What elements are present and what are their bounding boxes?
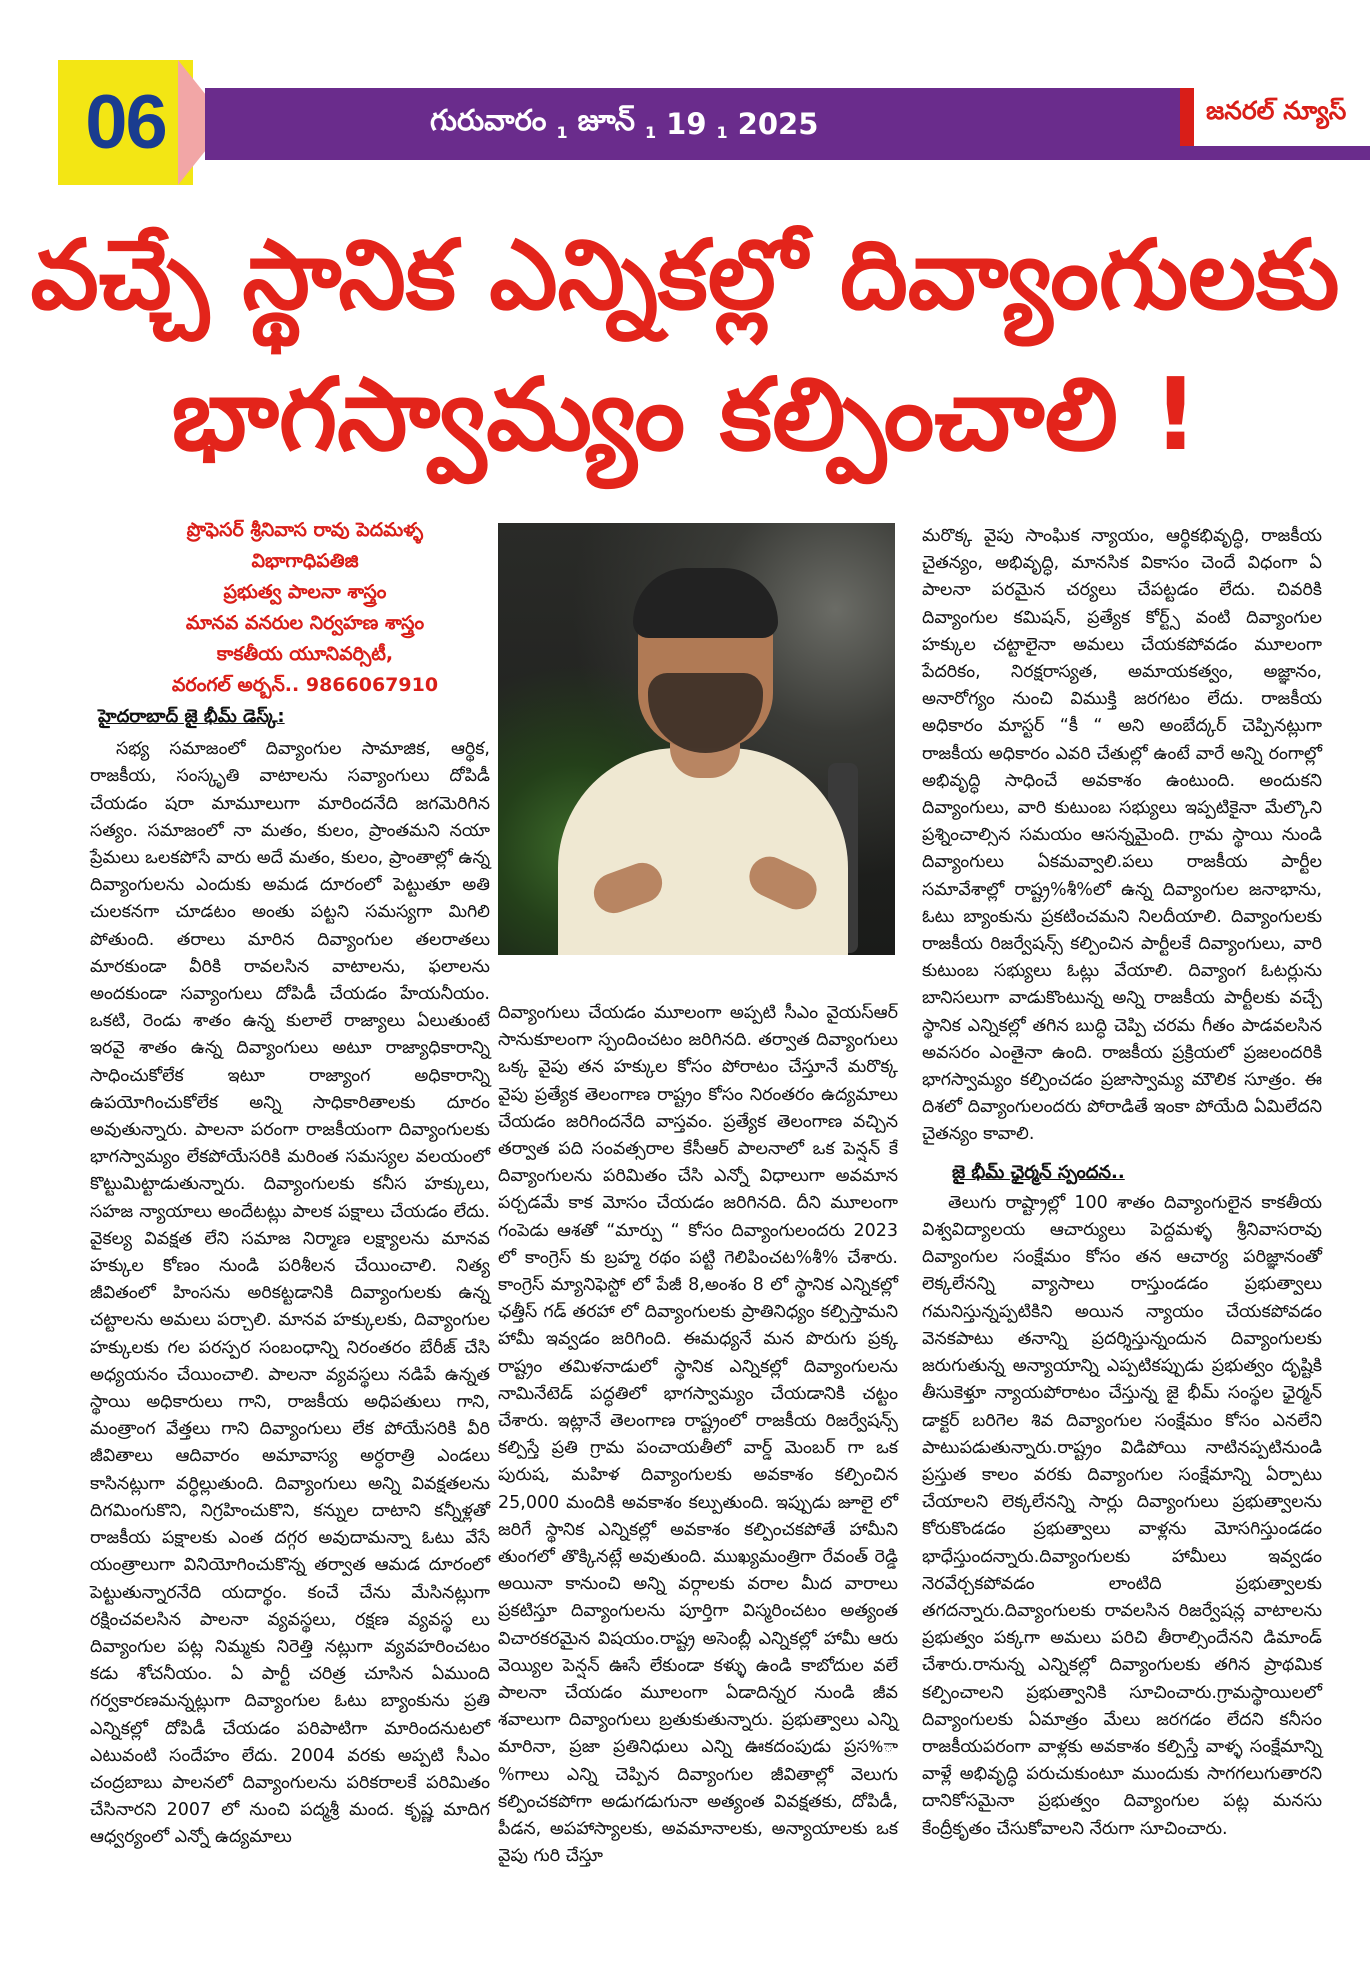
byline (120, 515, 490, 701)
photo-shirt (558, 748, 848, 955)
issue-month: జూన్ (577, 103, 636, 137)
page-number: 06 (85, 80, 166, 165)
date-separator: 1 (645, 122, 657, 142)
column-1 (90, 515, 490, 1852)
article-text-col1: సభ్య సమాజంలో దివ్యాంగుల సామాజిక, ఆర్థిక, రాజకీయ, సంస్కృతి వాటాలను సవ్యాంగులు దోపిడీ చేయడం షరా మామూలుగా మారిందనేది జగమెరిగిన సత్యం. సమాజంలో నా మతం, కులం, ప్రాంతమని నయా ప్రేమలు ఒలకపోసే వారు అదే మతం, కులం, ప్రాంతాల్లో ఉన్న దివ్యాంగులను ఎందుకు అమడ దూరంలో పెట్టుతూ అతి చులకనగా చూడటం అంతు పట్టని సమస్యగా మిగిలి పోతుంది. తరాలు మారిన దివ్యాంగుల తలరాతలు మారకుండా వీరికి రావలసిన వాటాలను, ఫలాలను అందకుండా సవ్యాంగులు దోపిడీ చేయడం హేయనీయం. ఒకటి, రెండు శాతం ఉన్న కులాలే రాజ్యాలు ఏలుతుంటే ఇరవై శాతం ఉన్న దివ్యాంగులు అటూ రాజ్యాధికారాన్ని సాధించుకోలేక ఇటూ రాజ్యాంగ అధికారాన్ని ఉపయోగించుకోలేక అన్ని సాధికారితాలకు దూరం అవుతున్నారు. పాలనా పరంగా రాజకీయంగా దివ్యాంగులకు భాగస్వామ్యం లేకపోయేసరికి మరింత సమస్యల వలయంలో కొట్టుమిట్టాడుతున్నారు. దివ్యాంగులకు కనీస హక్కులు, సహజ న్యాయాలు అందేటట్లు పాలక పక్షాలు చేయడం లేదు. వైకల్య వివక్షత లేని సమాజ నిర్మాణ లక్ష్యాలను మానవ హక్కుల కోణం నుండి పరిశీలన చేయించాలి. నిత్య జీవితంలో హింసను అరికట్టడానికి దివ్యాంగులకు ఉన్న చట్టాలను అమలు పర్చాలి. మానవ హక్కులకు, దివ్యాంగుల హక్కులకు గల పరస్పర సంబంధాన్ని నిరంతరం బేరీజ్ చేసి అధ్యయనం చేయించాలి. పాలనా వ్యవస్థలు నడిపే ఉన్నత స్థాయి అధికారులు గాని, రాజకీయ అధిపతులు గాని, మంత్రాంగ వేత్తలు గాని దివ్యాంగులు లేక పోయేసరికి వీరి జీవితాలు ఆదివారం అమావాస్య అర్ధరాత్రి ఎండలు కాసినట్లుగా వర్ధిల్లుతుంది. దివ్యాంగులు అన్ని వివక్షతలను దిగమింగుకొని, నిగ్రహించుకొని, కన్నుల దాటాని కన్నీళ్లతో రాజకీయ పక్షాలకు ఎంత దగ్గర అవుదామన్నా ఓటు వేసే యంత్రాలుగా వినియోగించుకొన్న తర్వాత ఆమడ దూరంలో పెట్టుతున్నారనేది యదార్థం. కంచే చేను మేసినట్లుగా రక్షించవలసిన పాలనా వ్యవస్థలు, రక్షణ వ్యవస్థ లు దివ్యాంగుల పట్ల నిమ్మకు నిరెత్తి నట్లుగా వ్యవహరించటం కడు శోచనీయం. ఏ పార్టీ చరిత్ర చూసిన ఏముంది గర్వకారణమన్నట్లుగా దివ్యాంగుల ఓటు బ్యాంకును ప్రతి ఎన్నికల్లో దోపిడీ చేయడం పరిపాటిగా మారిందనుటలో ఎటువంటి సందేహం లేదు. 2004 వరకు అప్పటి సీఎం చంద్రబాబు పాలనలో దివ్యాంగులను పరికరాలకే పరిమితం చేసినారని 2007 లో నుంచి పద్మశ్రీ మంద. కృష్ణ మాదిగ ఆధ్వర్యంలో ఎన్నో ఉద్యమాలు (90, 739, 490, 1848)
author-dept-2: మానవ వనరుల నిర్వహణ శాస్త్రం (185, 612, 425, 634)
author-photo (498, 523, 895, 955)
issue-year: 2025 (737, 107, 819, 141)
article-text-col2: దివ్యాంగులు చేయడం మూలంగా అప్పటి సీఎం వైయస్ఆర్ సానుకూలంగా స్పందించటం జరిగినది. తర్వాత దివ్యాంగులు ఒక్క వైపు తన హక్కుల కోసం పోరాటం చేస్తూనే మరొక్క వైపు ప్రత్యేక తెలంగాణ రాష్ట్రం కోసం నిరంతరం ఉద్యమాలు చేయడం జరిగిందనేది వాస్తవం. ప్రత్యేక తెలంగాణ వచ్చిన తర్వాత పది సంవత్సరాల కేసీఆర్ పాలనాలో ఒక పెన్షన్ కే దివ్యాంగులను పరిమితం చేసి ఎన్నో విధాలుగా అవమాన పర్చడమే కాక మోసం చేయడం జరిగినది. దీని మూలంగా గంపెడు ఆశతో “మార్పు “ కోసం దివ్యాంగులందరు 2023 లో కాంగ్రెస్ కు బ్రహ్మ రథం పట్టి గెలిపించట%శీ% చేశారు. కాంగ్రెస్ మ్యానిఫెస్టో లో పేజీ 8,అంశం 8 లో స్థానిక ఎన్నికల్లో ఛత్తీస్ గడ్ తరహా లో దివ్యాంగులకు ప్రాతినిధ్యం కల్పిస్తామని హామీ ఇవ్వడం జరిగింది. ఈమధ్యనే మన పొరుగు ప్రక్క రాష్ట్రం తమిళనాడులో స్థానిక ఎన్నికల్లో దివ్యాంగులను నామినేటెడ్ పద్ధతిలో భాగస్వామ్యం చేయడానికి చట్టం చేశారు. ఇట్లానే తెలంగాణ రాష్ట్రంలో రాజకీయ రిజర్వేషన్స్ కల్పిస్తే ప్రతి గ్రామ పంచాయతీలో వార్డ్ మెంబర్ గా ఒక పురుష, మహిళ దివ్యాంగులకు అవకాశం కల్పించిన 25,000 మందికి అవకాశం కల్పుతుంది. ఇప్పుడు జూలై లో జరిగే స్థానిక ఎన్నికల్లో అవకాశం కల్పించకపోతే హామీని తుంగలో తొక్కినట్లే అవుతుంది. ముఖ్యమంత్రిగా రేవంత్ రెడ్డి అయినా కానుంచి అన్ని వర్గాలకు వరాల మీద వారాలు ప్రకటిస్తూ దివ్యాంగులను పూర్తిగా విస్మరించటం అత్యంత విచారకరమైన విషయం.రాష్ట్ర అసెంబ్లీ ఎన్నికల్లో హామీ ఆరు వెయ్యిల పెన్షన్ ఊసే లేకుండా కళ్ళు ఉండి కాబోదుల వలే పాలనా చేయడం మూలంగా ఏడాదిన్నర నుండి జీవ శవాలుగా దివ్యాంగులు బ్రతుకుతున్నారు. ప్రభుత్వాలు ఎన్ని మారినా, ప్రజా ప్రతినిధులు ఎన్ని ఊకదంపుడు ప్రస%ా%గాలు ఎన్ని చెప్పిన దివ్యాంగుల జీవితాల్లో వెలుగు కల్పించకపోగా అడుగడుగునా అత్యంత వివక్షతకు, దోపిడీ, పీడన, అపహాస్యాలకు, అవమానాలకు, అన్యాయాలకు ఒక వైపు గురి చేస్తూ (498, 1003, 898, 1867)
issue-date (430, 88, 818, 160)
page-number-box (58, 60, 193, 185)
column-2 (498, 1000, 898, 1871)
author-university: కాకతీయ యూనివర్సిటీ, (216, 643, 394, 665)
headline-line-1: వచ్చే స్థానిక ఎన్నికల్లో దివ్యాంగులకు (30, 219, 1340, 331)
article-text-col3a: మరొక్క వైపు సాంఘిక న్యాయం, ఆర్థికభివృద్ధి, రాజకీయ చైతన్యం, అభివృద్ధి, మానసిక వికాసం చెందే విధంగా ఏ పాలనా పరమైన చర్యలు చేపట్టడం లేదు. చివరికి దివ్యాంగుల కమిషన్, ప్రత్యేక కోర్ట్స్ వంటి దివ్యాంగుల హక్కుల చట్టాలైనా అమలు చేయకపోవడం మూలంగా పేదరికం, నిరక్షరాస్యత, అమాయకత్వం, అజ్ఞానం, అనారోగ్యం నుంచి విముక్తి జరగటం లేదు. రాజకీయ అధికారం మాస్టర్ “కీ “ అని అంబేద్కర్ చెప్పినట్లుగా రాజకీయ అధికారం ఎవరి చేతుల్లో ఉంటే వారే అన్ని రంగాల్లో అభివృద్ధి సాధించే అవకాశం ఉంటుంది. అందుకని దివ్యాంగులు, వారి కుటుంబ సభ్యులు ఇప్పటికైనా మేల్కొని ప్రశ్నించాల్సిన సమయం ఆసన్నమైంది. గ్రామ స్థాయి నుండి దివ్యాంగులు ఏకమవ్వాలి.పలు రాజకీయ పార్టీల సమావేశాల్లో రాష్ట్ర%శీ%లో ఉన్న దివ్యాంగుల జనాభాను, ఓటు బ్యాంకును ప్రకటించమని నిలదీయాలి. దివ్యాంగులకు రాజకీయ రిజర్వేషన్స్ కల్పించిన పార్టీలకే దివ్యాంగులు, వారి కుటుంబ సభ్యులు ఓట్లు వేయాలి. దివ్యాంగ ఓటర్లును బానిసలుగా వాడుకొంటున్న అన్ని రాజకీయ పార్టీలకు వచ్చే స్థానిక ఎన్నికల్లో తగిన బుద్ధి చెప్పి చరమ గీతం పాడవలసిన అవసరం ఎంతైనా ఉంది. రాజకీయ ప్రక్రియలో ప్రజలందరికి భాగస్వామ్యం కల్పించడం ప్రజాస్వామ్య మౌలిక సూత్రం. ఈ దిశలో దివ్యాంగులందరు పోరాడితే ఇంకా పోయేది ఏమిలేదని చైతన్యం కావాలి. (922, 526, 1322, 1145)
date-separator: 1 (716, 122, 728, 142)
headline (0, 205, 1370, 485)
author-city-phone: వరంగల్ అర్బన్.. 9866067910 (171, 674, 439, 696)
desk-credit: హైదరాబాద్ జై భీమ్ డెస్క్: (98, 706, 285, 727)
date-band (205, 88, 1205, 160)
photo-hair (633, 568, 778, 638)
issue-day: గురువారం (430, 103, 547, 137)
article-text-col3b: తెలుగు రాష్ట్రాల్లో 100 శాతం దివ్యాంగులైన కాకతీయ విశ్వవిద్యాలయ ఆచార్యులు పెద్దమళ్ళ శ్రీనివాసరావు దివ్యాంగుల సంక్షేమం కోసం తన ఆచార్య పరిజ్ఞానంతో లెక్కలేనన్ని వ్యాసాలు రాస్తుండడం ప్రభుత్వాలు గమనిస్తున్నప్పటికిని అయిన న్యాయం చేయకపోవడం వెనకపాటు తనాన్ని ప్రదర్శిస్తున్నందున దివ్యాంగులకు జరుగుతున్న అన్యాయాన్ని ఎప్పటికప్పుడు ప్రభుత్వం దృష్టికి తీసుకెళ్తూ న్యాయపోరాటం చేస్తున్న జై భీమ్ సంస్థల ఛైర్మన్ డాక్టర్ బరిగెల శివ దివ్యాంగుల సంక్షేమం కోసం ఎనలేని పాటుపడుతున్నారు.రాష్ట్రం విడిపోయి నాటినప్పటినుండి ప్రస్తుత కాలం వరకు దివ్యాంగుల సంక్షేమాన్ని ఏర్పాటు చేయాలని లెక్కలేనన్ని సార్లు దివ్యాంగులు ప్రభుత్వాలను కోరుకొండడం ప్రభుత్వాలు వాళ్లను మోసగిస్తుండడం భాధేస్తుందన్నారు.దివ్యాంగులకు హామీలు ఇవ్వడం నెరవేర్చకపోవడం లాంటిది ప్రభుత్వాలకు తగదన్నారు.దివ్యాంగులకు రావలసిన రిజర్వేషన్ల వాటాలను ప్రభుత్వం పక్కగా అమలు పరిచి తీరాల్సిందేనని డిమాండ్ చేశారు.రానున్న ఎన్నికల్లో దివ్యాంగులకు తగిన ప్రాథమిక కల్పించాలని ప్రభుత్వానికి సూచించారు.గ్రామస్థాయిలలో దివ్యాంగులకు ఏమాత్రం మేలు జరగడం లేదని కనీసం రాజకీయపరంగా వాళ్లకు అవకాశం కల్పిస్తే వాళ్ళ సంక్షేమాన్ని వాళ్లే అభివృద్ధి పరుచుకుంటూ ముందుకు సాగగలుగుతారని దానికోసమైనా ప్రభుత్వం దివ్యాంగుల పట్ల మనసు కేంద్రీకృతం చేసుకోవాలని నేరుగా సూచించారు. (922, 1192, 1322, 1839)
issue-date-number: 19 (666, 107, 707, 141)
section-tag-bar (1180, 146, 1370, 160)
subheading: జై భీమ్ ఛైర్మన్ స్పందన.. (952, 1161, 1125, 1183)
section-tag (1180, 88, 1370, 146)
author-role: విభాగాధిపతిజి (251, 550, 359, 572)
column-3 (922, 523, 1322, 1843)
date-separator: 1 (556, 122, 568, 142)
author-dept-1: ప్రభుత్వ పాలనా శాస్త్రం (223, 581, 387, 603)
headline-line-2: భాగస్వామ్యం కల్పించాలి ! (171, 356, 1199, 473)
page-number-flag (178, 60, 208, 185)
author-name: ప్రొఫెసర్ శ్రీనివాస రావు పెదమళ్ళ (186, 519, 424, 541)
section-name: జనరల్ న్యూస్ (1206, 96, 1347, 125)
